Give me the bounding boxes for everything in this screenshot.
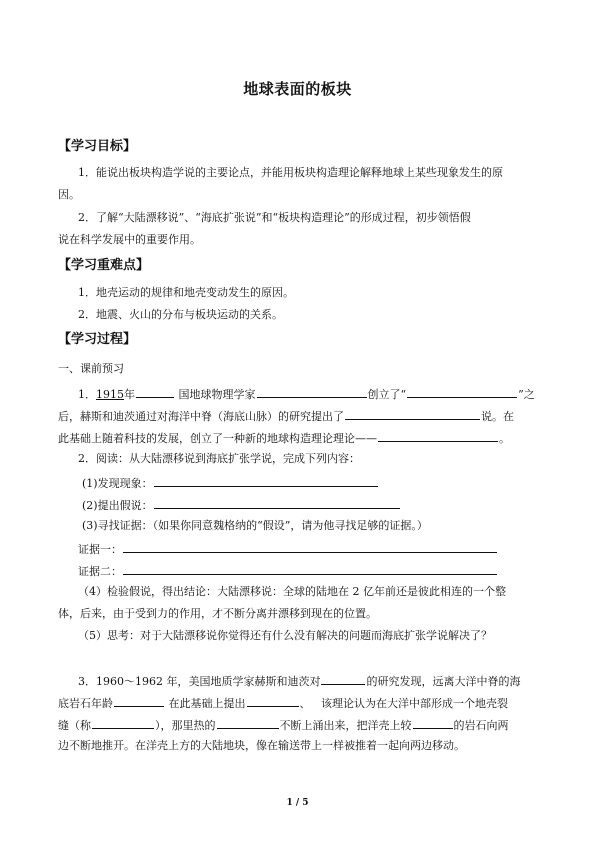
q1-blank-theory[interactable] xyxy=(407,386,517,398)
q1-text-after: ”之 xyxy=(518,388,535,401)
q1-line-1 xyxy=(78,386,535,402)
q3-text-push: 不断上涌出来，把洋壳上较 xyxy=(279,719,412,732)
q3-line-1 xyxy=(78,673,520,689)
q2-blank-hypothesis[interactable] xyxy=(154,497,400,509)
q3-text-called: 缝（称 xyxy=(58,719,91,732)
q3-text-1960: 3．1960～1962 年，美国地质学家赫斯和迪茨对 xyxy=(78,675,321,688)
q2-blank-evidence-2[interactable] xyxy=(123,563,497,575)
page-title: 地球表面的板块 xyxy=(243,80,352,98)
q3-blank-rock-age[interactable] xyxy=(114,695,164,707)
q3-text-rock-age: 底岩石年龄 xyxy=(58,697,113,710)
q2-intro: 2．阅读：从大陆漂移说到海底扩张学说，完成下列内容： xyxy=(78,452,360,465)
q3-text-both-sides: 的岩石向两 xyxy=(453,719,509,732)
q2-blank-phenomenon[interactable] xyxy=(154,475,378,487)
q2-part-2 xyxy=(82,497,401,513)
q1-label: 1． xyxy=(78,388,96,401)
q1-text-created: 创立了“ xyxy=(367,388,407,401)
q1-blank-hypothesis[interactable] xyxy=(345,408,480,420)
goal-1-line-2: 因。 xyxy=(58,188,80,201)
q1-blank-country[interactable] xyxy=(136,386,174,398)
q1-line-3 xyxy=(58,430,510,446)
q1-year: 1915 xyxy=(96,388,124,401)
q3-blank-research[interactable] xyxy=(321,673,365,685)
q1-text-hess: 后，赫斯和迪茨通过对海洋中脊（海底山脉）的研究提出了 xyxy=(58,410,344,423)
goal-2-line-2: 说在科学发展中的重要作用。 xyxy=(58,233,201,246)
goal-1-line-1: 1．能说出板块构造学说的主要论点，并能用板块构造理论解释地球上某些现象发生的原 xyxy=(78,166,503,179)
q3-blank-material[interactable] xyxy=(217,717,279,729)
q2-part-4-line-1: （4）检验假说，得出结论：大陆漂移说：全球的陆地在 2 亿年前还是彼此相连的一个整 xyxy=(78,585,506,598)
q3-line-2 xyxy=(58,695,508,711)
q2-evidence-1-label: 证据一： xyxy=(78,543,122,556)
q3-text-proposed: 在此基础上提出 xyxy=(168,697,246,710)
q2-part-4-line-2: 体，后来，由于受到力的作用，才不断分离并漂移到现在的位置。 xyxy=(58,607,377,620)
q1-blank-new-theory[interactable] xyxy=(378,430,498,442)
q1-blank-scientist[interactable] xyxy=(257,386,367,398)
q1-line-2 xyxy=(58,408,514,424)
section-process-heading: 【学习过程】 xyxy=(58,332,137,347)
q2-evidence-1 xyxy=(78,541,498,557)
section-goals-heading: 【学习目标】 xyxy=(58,139,137,154)
q3-text-hot: ），那里热的 xyxy=(155,719,216,732)
q1-text-new-theory: 此基础上随着科技的发展，创立了一种新的地球构造理论理论—— xyxy=(58,432,377,445)
q1-text-year-unit: 年 xyxy=(124,388,135,401)
q2-part-3: (3)寻找证据：（如果你同意魏格纳的“假设”，请为他寻找足够的证据。） xyxy=(82,519,428,532)
keypoint-2: 2．地震、火山的分布与板块运动的关系。 xyxy=(78,308,283,321)
page-number: 1 / 5 xyxy=(286,798,309,808)
q2-evidence-2-label: 证据二： xyxy=(78,565,122,578)
q3-line-4: 边不断地推开。在洋壳上方的大陆地块，像在输送带上一样被推着一起向两边移动。 xyxy=(58,739,465,752)
q2-blank-evidence-1[interactable] xyxy=(123,541,497,553)
q2-part-1-label: (1)发现现象： xyxy=(82,477,153,490)
q3-blank-rock-type[interactable] xyxy=(413,717,453,729)
q3-blank-rift-name[interactable] xyxy=(92,717,154,729)
q1-text-period: 。 xyxy=(499,432,510,445)
goal-2-line-1: 2．了解“大陆漂移说”、“海底扩张说”和“板块构造理论”的形成过程，初步领悟假 xyxy=(78,211,471,224)
q3-text-crack: 该理论认为在大洋中部形成一个地壳裂 xyxy=(321,697,508,710)
q3-text-comma: 、 xyxy=(299,697,311,710)
q3-blank-theory[interactable] xyxy=(247,695,299,707)
keypoint-1: 1．地壳运动的规律和地壳变动发生的原因。 xyxy=(78,286,294,299)
q2-evidence-2 xyxy=(78,563,498,579)
q3-text-finding: 的研究发现，远离大洋中脊的海 xyxy=(366,675,521,688)
section-keypoints-heading: 【学习重难点】 xyxy=(58,258,150,273)
q2-part-1 xyxy=(82,475,379,491)
q1-text-theory-suffix: 说。在 xyxy=(481,410,514,423)
q2-part-5: （5）思考：对于大陆漂移说你觉得还有什么没有解决的问题而海底扩张学说解决了？ xyxy=(78,629,492,642)
q1-text-scientist: 国地球物理学家 xyxy=(178,388,256,401)
preview-heading: 一、课前预习 xyxy=(58,362,124,375)
q3-line-3 xyxy=(58,717,509,733)
q2-part-2-label: (2)提出假说： xyxy=(82,499,153,512)
